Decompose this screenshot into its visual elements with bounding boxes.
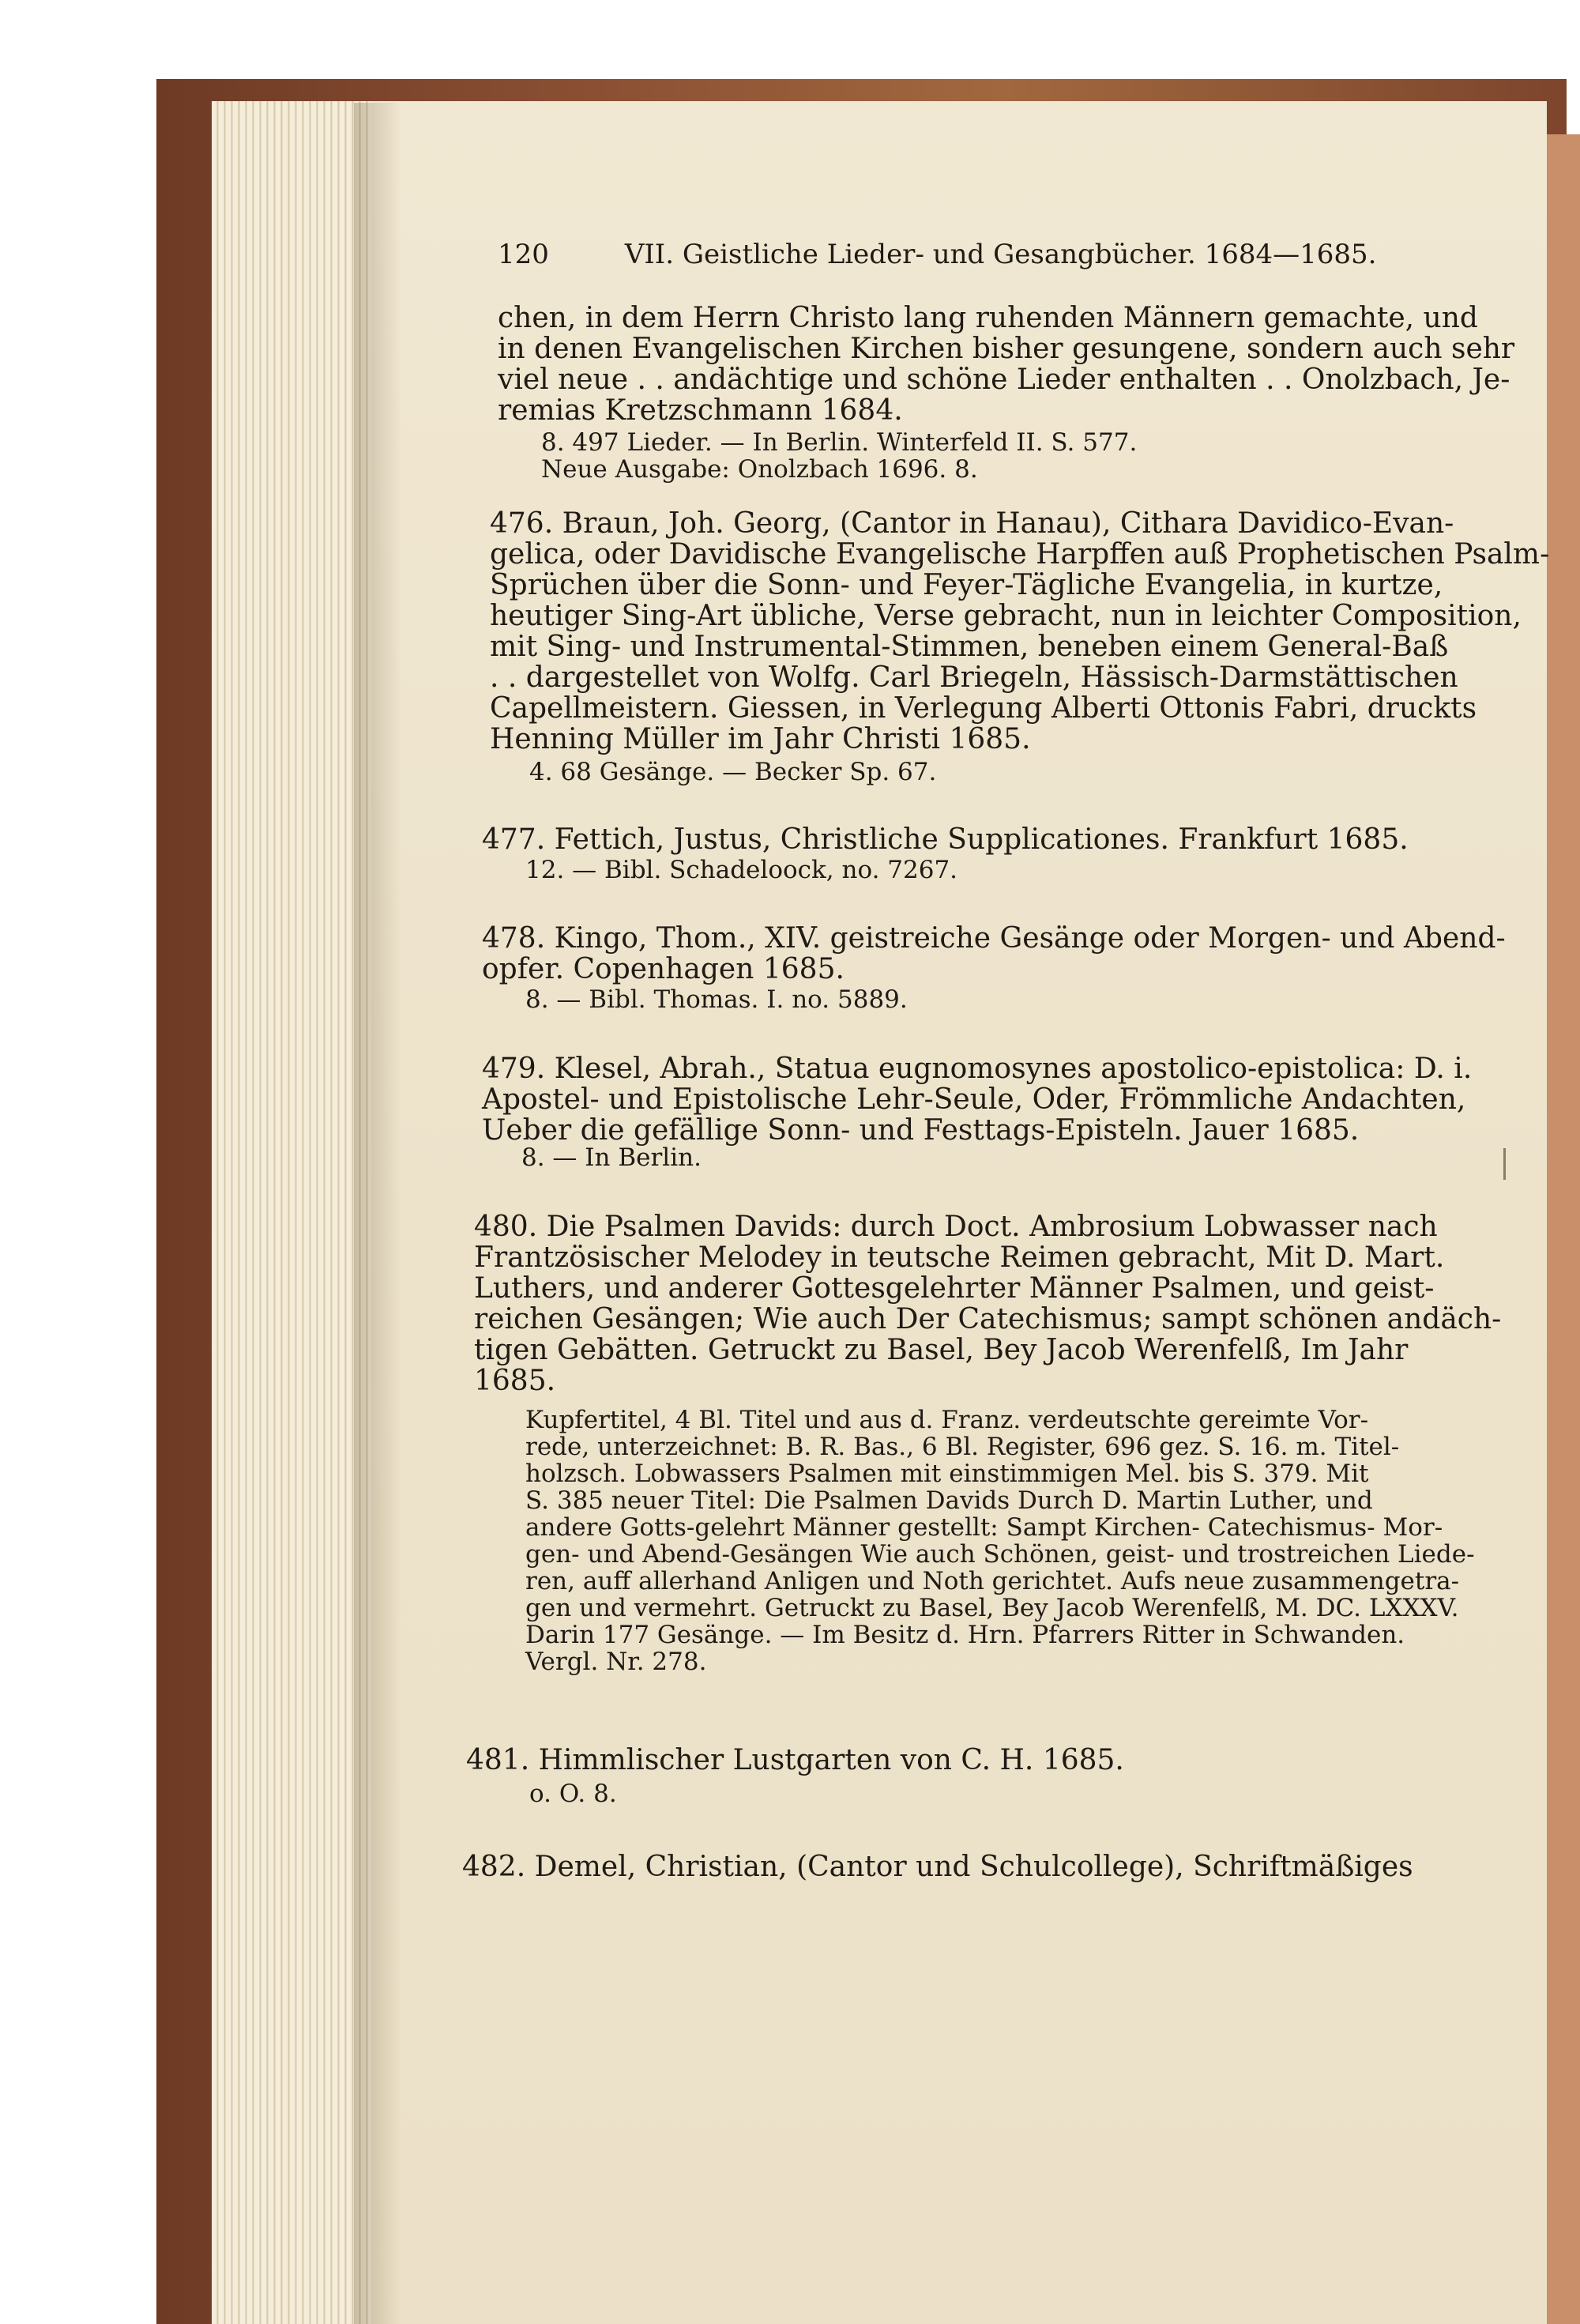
note-line: Darin 177 Gesänge. — Im Besitz d. Hrn. Pfarrers Ritter in Schwanden. <box>525 1621 1405 1649</box>
note-line: Kupfertitel, 4 Bl. Titel und aus d. Franz. verdeutschte gereimte Vor- <box>525 1406 1369 1434</box>
entry-476-notes <box>529 759 936 785</box>
gutter-shadow <box>354 103 401 2324</box>
text-line: Himmlischer Lustgarten von C. H. 1685. <box>538 1744 1124 1776</box>
note-line: ren, auff allerhand Anligen und Noth gerichtet. Aufs neue zusammengetra- <box>525 1567 1460 1595</box>
note-line: rede, unterzeichnet: B. R. Bas., 6 Bl. Register, 696 gez. S. 16. m. Titel- <box>525 1433 1400 1461</box>
entry-481-notes <box>529 1780 617 1807</box>
entry-number: 477. <box>482 823 546 856</box>
note-line: o. O. 8. <box>529 1780 617 1808</box>
note-line: Neue Ausgabe: Onolzbach 1696. 8. <box>541 455 978 484</box>
text-line: . . dargestellet von Wolfg. Carl Briegeln, Hässisch-Darmstättischen <box>490 661 1458 694</box>
text-line: tigen Gebätten. Getruckt zu Basel, Bey Jacob Werenfelß, Im Jahr <box>474 1334 1409 1366</box>
text-line: mit Sing- und Instrumental-Stimmen, beneben einem General-Baß <box>490 631 1449 663</box>
book-page <box>371 101 1550 2324</box>
page-stack-edge <box>212 101 378 2324</box>
entry-number: 479. <box>482 1053 546 1085</box>
text-line: gelica, oder Davidische Evangelische Harpffen auß Prophetischen Psalm- <box>490 538 1550 571</box>
note-line: 8. — Bibl. Thomas. I. no. 5889. <box>525 985 908 1014</box>
next-leaf-edge <box>1547 134 1580 2324</box>
text-line: Henning Müller im Jahr Christi 1685. <box>490 723 1031 755</box>
margin-mark <box>1503 1148 1506 1180</box>
entry-479-notes <box>521 1144 702 1171</box>
text-line: heutiger Sing-Art übliche, Verse gebracht, nun in leichter Composition, <box>490 600 1522 632</box>
text-line: chen, in dem Herrn Christo lang ruhenden Männern gemachte, und <box>498 302 1478 334</box>
text-line: Die Psalmen Davids: durch Doct. Ambrosium Lobwasser nach <box>546 1211 1438 1243</box>
intro-notes <box>541 429 1137 483</box>
text-line: Braun, Joh. Georg, (Cantor in Hanau), Cithara Davidico-Evan- <box>562 507 1454 540</box>
text-line: Capellmeistern. Giessen, in Verlegung Alberti Ottonis Fabri, druckts <box>490 692 1477 725</box>
text-line: Sprüchen über die Sonn- und Feyer-Tägliche Evangelia, in kurtze, <box>490 569 1443 601</box>
note-line: 12. — Bibl. Schadeloock, no. 7267. <box>525 856 958 884</box>
entry-477-notes <box>525 857 957 883</box>
text-line: remias Kretzschmann 1684. <box>498 394 903 427</box>
entry-478 <box>482 923 1506 985</box>
entry-number: 480. <box>474 1211 538 1243</box>
entry-479 <box>482 1053 1472 1146</box>
text-line: Demel, Christian, (Cantor und Schulcollege), Schriftmäßiges <box>534 1851 1413 1883</box>
entry-number: 476. <box>490 507 554 540</box>
text-line: opfer. Copenhagen 1685. <box>482 953 845 985</box>
note-line: 8. 497 Lieder. — In Berlin. Winterfeld II. S. 577. <box>541 428 1138 457</box>
text-line: 1685. <box>474 1365 556 1397</box>
note-line: 4. 68 Gesänge. — Becker Sp. 67. <box>529 758 937 786</box>
entry-481 <box>466 1745 1124 1776</box>
text-line: reichen Gesängen; Wie auch Der Catechismus; sampt schönen andäch- <box>474 1303 1502 1335</box>
entry-478-notes <box>525 986 908 1013</box>
text-line: Kingo, Thom., XIV. geistreiche Gesänge oder Morgen- und Abend- <box>554 922 1506 955</box>
text-line: Frantzösischer Melodey in teutsche Reimen gebracht, Mit D. Mart. <box>474 1241 1445 1274</box>
note-line: holzsch. Lobwassers Psalmen mit einstimmigen Mel. bis S. 379. Mit <box>525 1460 1369 1488</box>
text-line: Fettich, Justus, Christliche Supplicationes. Frankfurt 1685. <box>554 823 1409 856</box>
text-line: in denen Evangelischen Kirchen bisher gesungene, sondern auch sehr <box>498 333 1515 365</box>
entry-477 <box>482 824 1409 855</box>
entry-number: 482. <box>462 1851 526 1883</box>
note-line: S. 385 neuer Titel: Die Psalmen Davids Durch D. Martin Luther, und <box>525 1486 1373 1515</box>
entry-480 <box>474 1211 1501 1396</box>
entry-476 <box>490 508 1549 755</box>
text-line: Apostel- und Epistolische Lehr-Seule, Oder, Frömmliche Andachten, <box>482 1083 1466 1116</box>
text-line: viel neue . . andächtige und schöne Lieder enthalten . . Onolzbach, Je- <box>498 363 1510 396</box>
note-line: gen und vermehrt. Getruckt zu Basel, Bey Jacob Werenfelß, M. DC. LXXXV. <box>525 1594 1459 1622</box>
text-line: Klesel, Abrah., Statua eugnomosynes apostolico-epistolica: D. i. <box>554 1053 1473 1085</box>
entry-482 <box>462 1851 1413 1882</box>
running-title: VII. Geistliche Lieder- und Gesangbücher. 1684—1685. <box>624 239 1377 270</box>
note-line: andere Gotts-gelehrt Männer gestellt: Sampt Kirchen- Catechismus- Mor- <box>525 1513 1443 1542</box>
entry-480-notes <box>525 1407 1475 1675</box>
page-number: 120 <box>498 239 549 270</box>
intro-entry <box>498 303 1514 426</box>
note-line: 8. — In Berlin. <box>521 1143 702 1172</box>
text-line: Ueber die gefällige Sonn- und Festtags-Episteln. Jauer 1685. <box>482 1114 1360 1147</box>
entry-number: 478. <box>482 922 546 955</box>
note-line: gen- und Abend-Gesängen Wie auch Schönen, geist- und trostreichen Liede- <box>525 1540 1475 1569</box>
text-line: Luthers, und anderer Gottesgelehrter Männer Psalmen, und geist- <box>474 1272 1435 1305</box>
note-line: Vergl. Nr. 278. <box>525 1648 707 1676</box>
running-header <box>498 239 1493 270</box>
entry-number: 481. <box>466 1744 530 1776</box>
